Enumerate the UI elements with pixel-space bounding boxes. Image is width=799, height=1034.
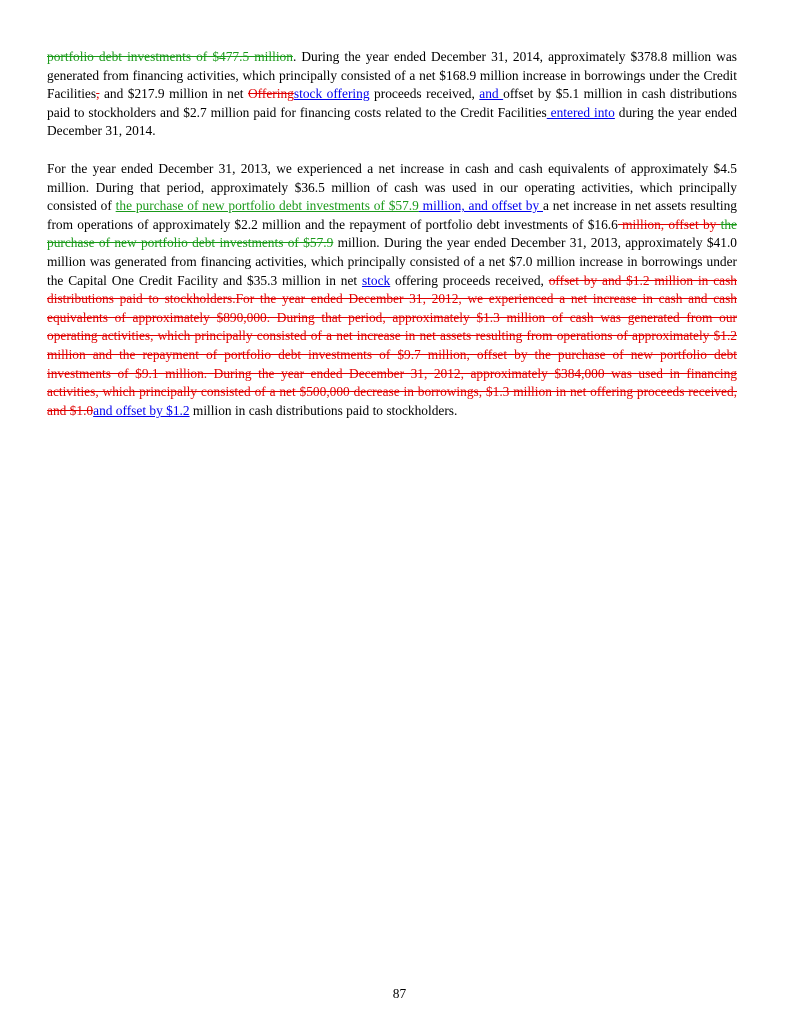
body-text: during the year ended December 31, 2014. <box>47 104 737 139</box>
deleted-text: million, offset by <box>617 216 721 232</box>
body-text: proceeds received, <box>369 86 480 102</box>
deleted-text: offset by and $1.2 million in cash distributions paid to stockholders.For the year ended December 31, 2012, we experienced a net increase in cash and cash equivalents of approximately $890,000. During that period, approximately $1.3 million of cash was generated from our operating activities, which principally consisted of a net increase in net assets resulting from operations of approximately $1.2 million and the repayment of portfolio debt investments of $9.7 million, offset by the purchase of new portfolio debt investments of $9.1 million. During the year ended December 31, 2012, approximately $384,000 was used in financing activities, which principally consisted of a net $500,000 decrease in borrowings, $1.3 million in net offering proceeds received, and $1.0 <box>47 272 737 418</box>
deleted-text: Offering <box>248 86 294 102</box>
paragraph-2013-cash-flows <box>47 160 737 420</box>
body-text: offering proceeds received, <box>390 272 549 288</box>
document-body <box>47 48 737 420</box>
inserted-text: and <box>479 86 504 102</box>
body-text: . During the year ended December 31, 2014, approximately $378.8 million was generated from financing activities, which principally consisted of a net $168.9 million increase in borrowings under the Credit Facilities <box>47 49 737 102</box>
body-text: and $217.9 million in net <box>99 86 249 102</box>
body-text: For the year ended December 31, 2013, we experienced a net increase in cash and cash equivalents of approximately $4.5 million. During that period, approximately $36.5 million of cash was used in our operating activities, which principally consisted of <box>47 160 737 214</box>
moved-inserted-text: the purchase of new portfolio debt investments of $57.9 <box>115 198 419 214</box>
inserted-text: and offset by $1.2 <box>93 402 190 418</box>
moved-deleted-text: portfolio debt investments of $477.5 million <box>47 49 293 64</box>
body-text: million in cash distributions paid to stockholders. <box>189 402 458 418</box>
paragraph-2014-financing <box>47 48 737 141</box>
body-text: offset by $5.1 million in cash distributions paid to stockholders and $2.7 million paid for financing costs related to the Credit Facilities <box>47 86 737 120</box>
inserted-text: stock offering <box>293 86 370 102</box>
moved-deleted-text: the purchase of new portfolio debt investments of $57.9 <box>47 216 737 251</box>
inserted-text: stock <box>361 272 391 288</box>
body-text: a net increase in net assets resulting from operations of approximately $2.2 million and the repayment of portfolio debt investments of $16.6 <box>47 198 737 232</box>
inserted-text: entered into <box>546 104 615 120</box>
deleted-text: , <box>96 86 100 102</box>
body-text: million. During the year ended December 31, 2013, approximately $41.0 million was generated from financing activities, which principally consisted of a net $7.0 million increase in borrowings under the Capital One Credit Facility and $35.3 million in net <box>47 235 737 288</box>
page-number: 87 <box>392 986 407 1001</box>
inserted-text: million, and offset by <box>418 198 543 214</box>
